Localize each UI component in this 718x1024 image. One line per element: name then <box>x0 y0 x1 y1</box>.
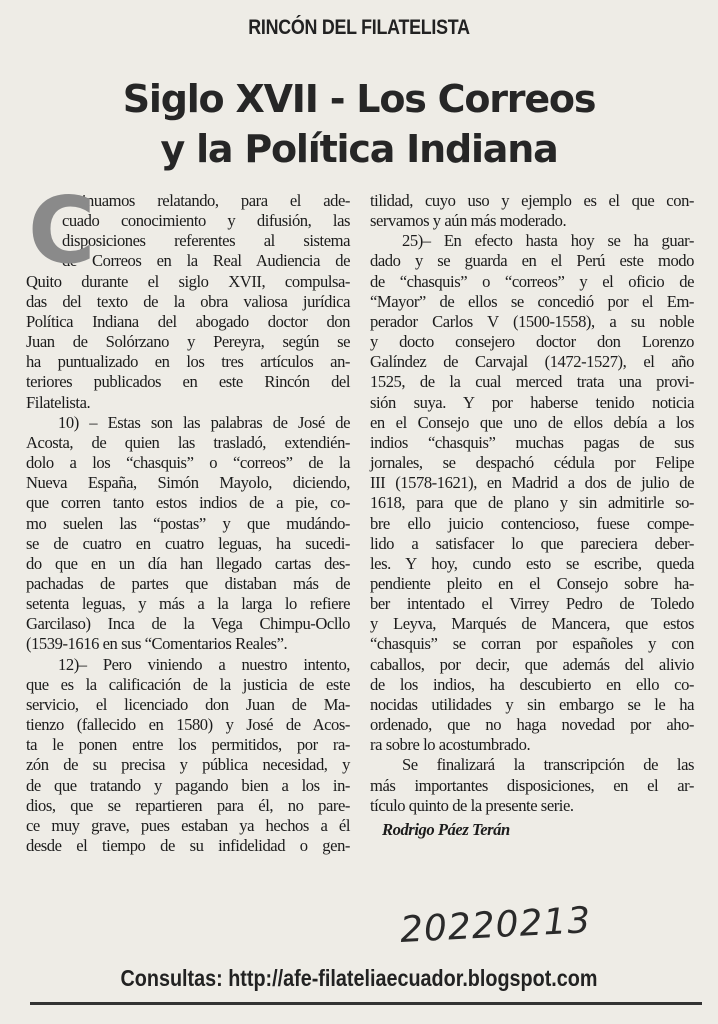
byline: Rodrigo Páez Terán <box>382 819 510 839</box>
headline-line-2: y la Política Indiana <box>160 127 558 171</box>
article-line: desde el tiempo de su infidelidad o gen- <box>26 836 350 855</box>
article-line: tienzo (fallecido en 1580) y José de Acos- <box>26 715 350 735</box>
headline <box>0 74 718 174</box>
article-body <box>26 177 702 909</box>
article-line: de “chasquis” o “correos” y el oficio de <box>370 271 694 291</box>
article-line: do que en un día han llegado cartas des- <box>26 553 350 573</box>
article-line: en el Consejo que uno de ellos debía a los <box>370 412 694 432</box>
section-label: RINCÓN DEL FILATELISTA <box>248 16 470 39</box>
article-line: que corren tanto estos indios de a pie, co- <box>26 493 350 513</box>
article-line: Quito durante el siglo XVII, compulsa- <box>26 271 350 291</box>
article-line: (1539-1616 en sus “Comentarios Reales”. <box>26 634 288 654</box>
article-line: lido a satisfacer lo que pareciera deber- <box>370 533 694 553</box>
article-line: Garcilaso) Inca de la Vega Chimpu-Ocllo <box>26 614 350 634</box>
article-line: 1525, de la cual merced trata una provi- <box>370 372 694 392</box>
article-line: servamos y aún más moderado. <box>370 211 567 231</box>
article-line: mo suelen las “postas” y que mudándo- <box>26 513 350 533</box>
article-line: ha puntualizado en los tres artículos an- <box>26 352 350 372</box>
article-line: dolo a los “chasquis” o “correos” de la <box>26 453 350 473</box>
drop-cap: C <box>28 177 96 284</box>
article-column-right <box>370 191 694 840</box>
article-line: de los indios, ha descubierto en ello co- <box>370 674 694 694</box>
article-line: das del texto de la obra valiosa jurídica <box>26 291 350 311</box>
article-line: Se finalizará la transcripción de las <box>402 755 694 775</box>
article-line: ontinuamos relatando, para el ade- <box>62 191 350 210</box>
article-line: “chasquis” se corran por españoles y con <box>370 634 694 654</box>
article-line: perador Carlos V (1500-1558), a su noble <box>370 311 694 331</box>
article-line: 1618, para que de plano y sin admitirle so- <box>370 493 694 513</box>
article-line: ta le ponen entre los permitidos, por ra- <box>26 735 350 755</box>
article-line: de que tratando y pagando bien a los in- <box>26 775 350 795</box>
article-line: de Correos en la Real Audiencia de <box>62 251 350 271</box>
article-line: ordenado, que no haga novedad por aho- <box>370 715 694 735</box>
article-line: setenta leguas, y más a la larga lo refiere <box>26 594 350 614</box>
article-line: cuado conocimiento y difusión, las <box>62 211 350 231</box>
article-line: III (1578-1621), en Madrid a dos de julio de <box>370 473 694 493</box>
article-line: Nueva España, Simón Mayolo, diciendo, <box>26 473 350 493</box>
article-line: Galíndez de Carvajal (1472-1527), el año <box>370 352 694 372</box>
article-column-left <box>26 177 350 856</box>
article-line: caballos, por decir, que además del alivio <box>370 654 694 674</box>
article-line: dado y se guarda en el Perú este modo <box>370 251 694 271</box>
article-line: pachadas de partes que distaban más de <box>26 573 350 593</box>
article-line: indios “chasquis” muchas pagas de sus <box>370 432 694 452</box>
article-line: se de cuatro en cuatro leguas, ha sucedi- <box>26 533 350 553</box>
article-line: pendiente pleito en el Consejo sobre ha- <box>370 573 694 593</box>
article-line: servicio, el licenciado don Juan de Ma- <box>26 694 350 714</box>
article-line: disposiciones referentes al sistema <box>62 231 350 251</box>
article-line: Acosta, de quien las trasladó, extendién- <box>26 432 350 452</box>
article-line: y docto consejero doctor don Lorenzo <box>370 332 694 352</box>
article-line: Juan de Solórzano y Pereyra, según se <box>26 332 350 352</box>
article-line: ce muy grave, pues estaban ya hechos a él <box>26 815 350 835</box>
article-line: y Leyva, Marqués de Mancera, que estos <box>370 614 694 634</box>
article-line: 25)– En efecto hasta hoy se ha guar- <box>402 231 694 251</box>
handwritten-date: 20220213 <box>399 900 593 951</box>
article-line: tículo quinto de la presente serie. <box>370 795 574 815</box>
article-line: 12)– Pero viniendo a nuestro intento, <box>58 654 350 674</box>
article-line: más importantes disposiciones, en el ar- <box>370 775 694 795</box>
article-line: que es la calificación de la justicia de este <box>26 674 350 694</box>
article-line: ra sobre lo acostumbrado. <box>370 735 531 755</box>
article-line: 10) – Estas son las palabras de José de <box>58 412 350 432</box>
article-line: Política Indiana del abogado doctor don <box>26 311 350 331</box>
article-line: dios, que se repartieren para él, no pare- <box>26 795 350 815</box>
article-line: nocidas utilidades y sin embargo se le ha <box>370 694 694 714</box>
drop-cap-box <box>28 177 96 284</box>
article-line: jornales, se despachó cédula por Felipe <box>370 453 694 473</box>
footer-rule <box>30 1002 702 1005</box>
headline-line-1: Siglo XVII - Los Correos <box>122 77 596 121</box>
article-line: bre ello juicio contencioso, fuese compe- <box>370 513 694 533</box>
article-line: ber intentado el Virrey Pedro de Toledo <box>370 594 694 614</box>
article-line: “Mayor” de ellos se concedió por el Em- <box>370 291 694 311</box>
footer-contact: Consultas: http://afe-filateliaecuador.blogspot.com <box>120 965 598 991</box>
article-line: les. Y hoy, cundo esto se escribe, queda <box>370 553 694 573</box>
article-line: tilidad, cuyo uso y ejemplo es el que con- <box>370 191 694 210</box>
article-line: zón de su precisa y pública necesidad, y <box>26 755 350 775</box>
article-line: Filatelista. <box>26 392 91 412</box>
article-line: teriores publicados en este Rincón del <box>26 372 350 392</box>
article-line: sión suya. Y por haberse tenido noticia <box>370 392 694 412</box>
